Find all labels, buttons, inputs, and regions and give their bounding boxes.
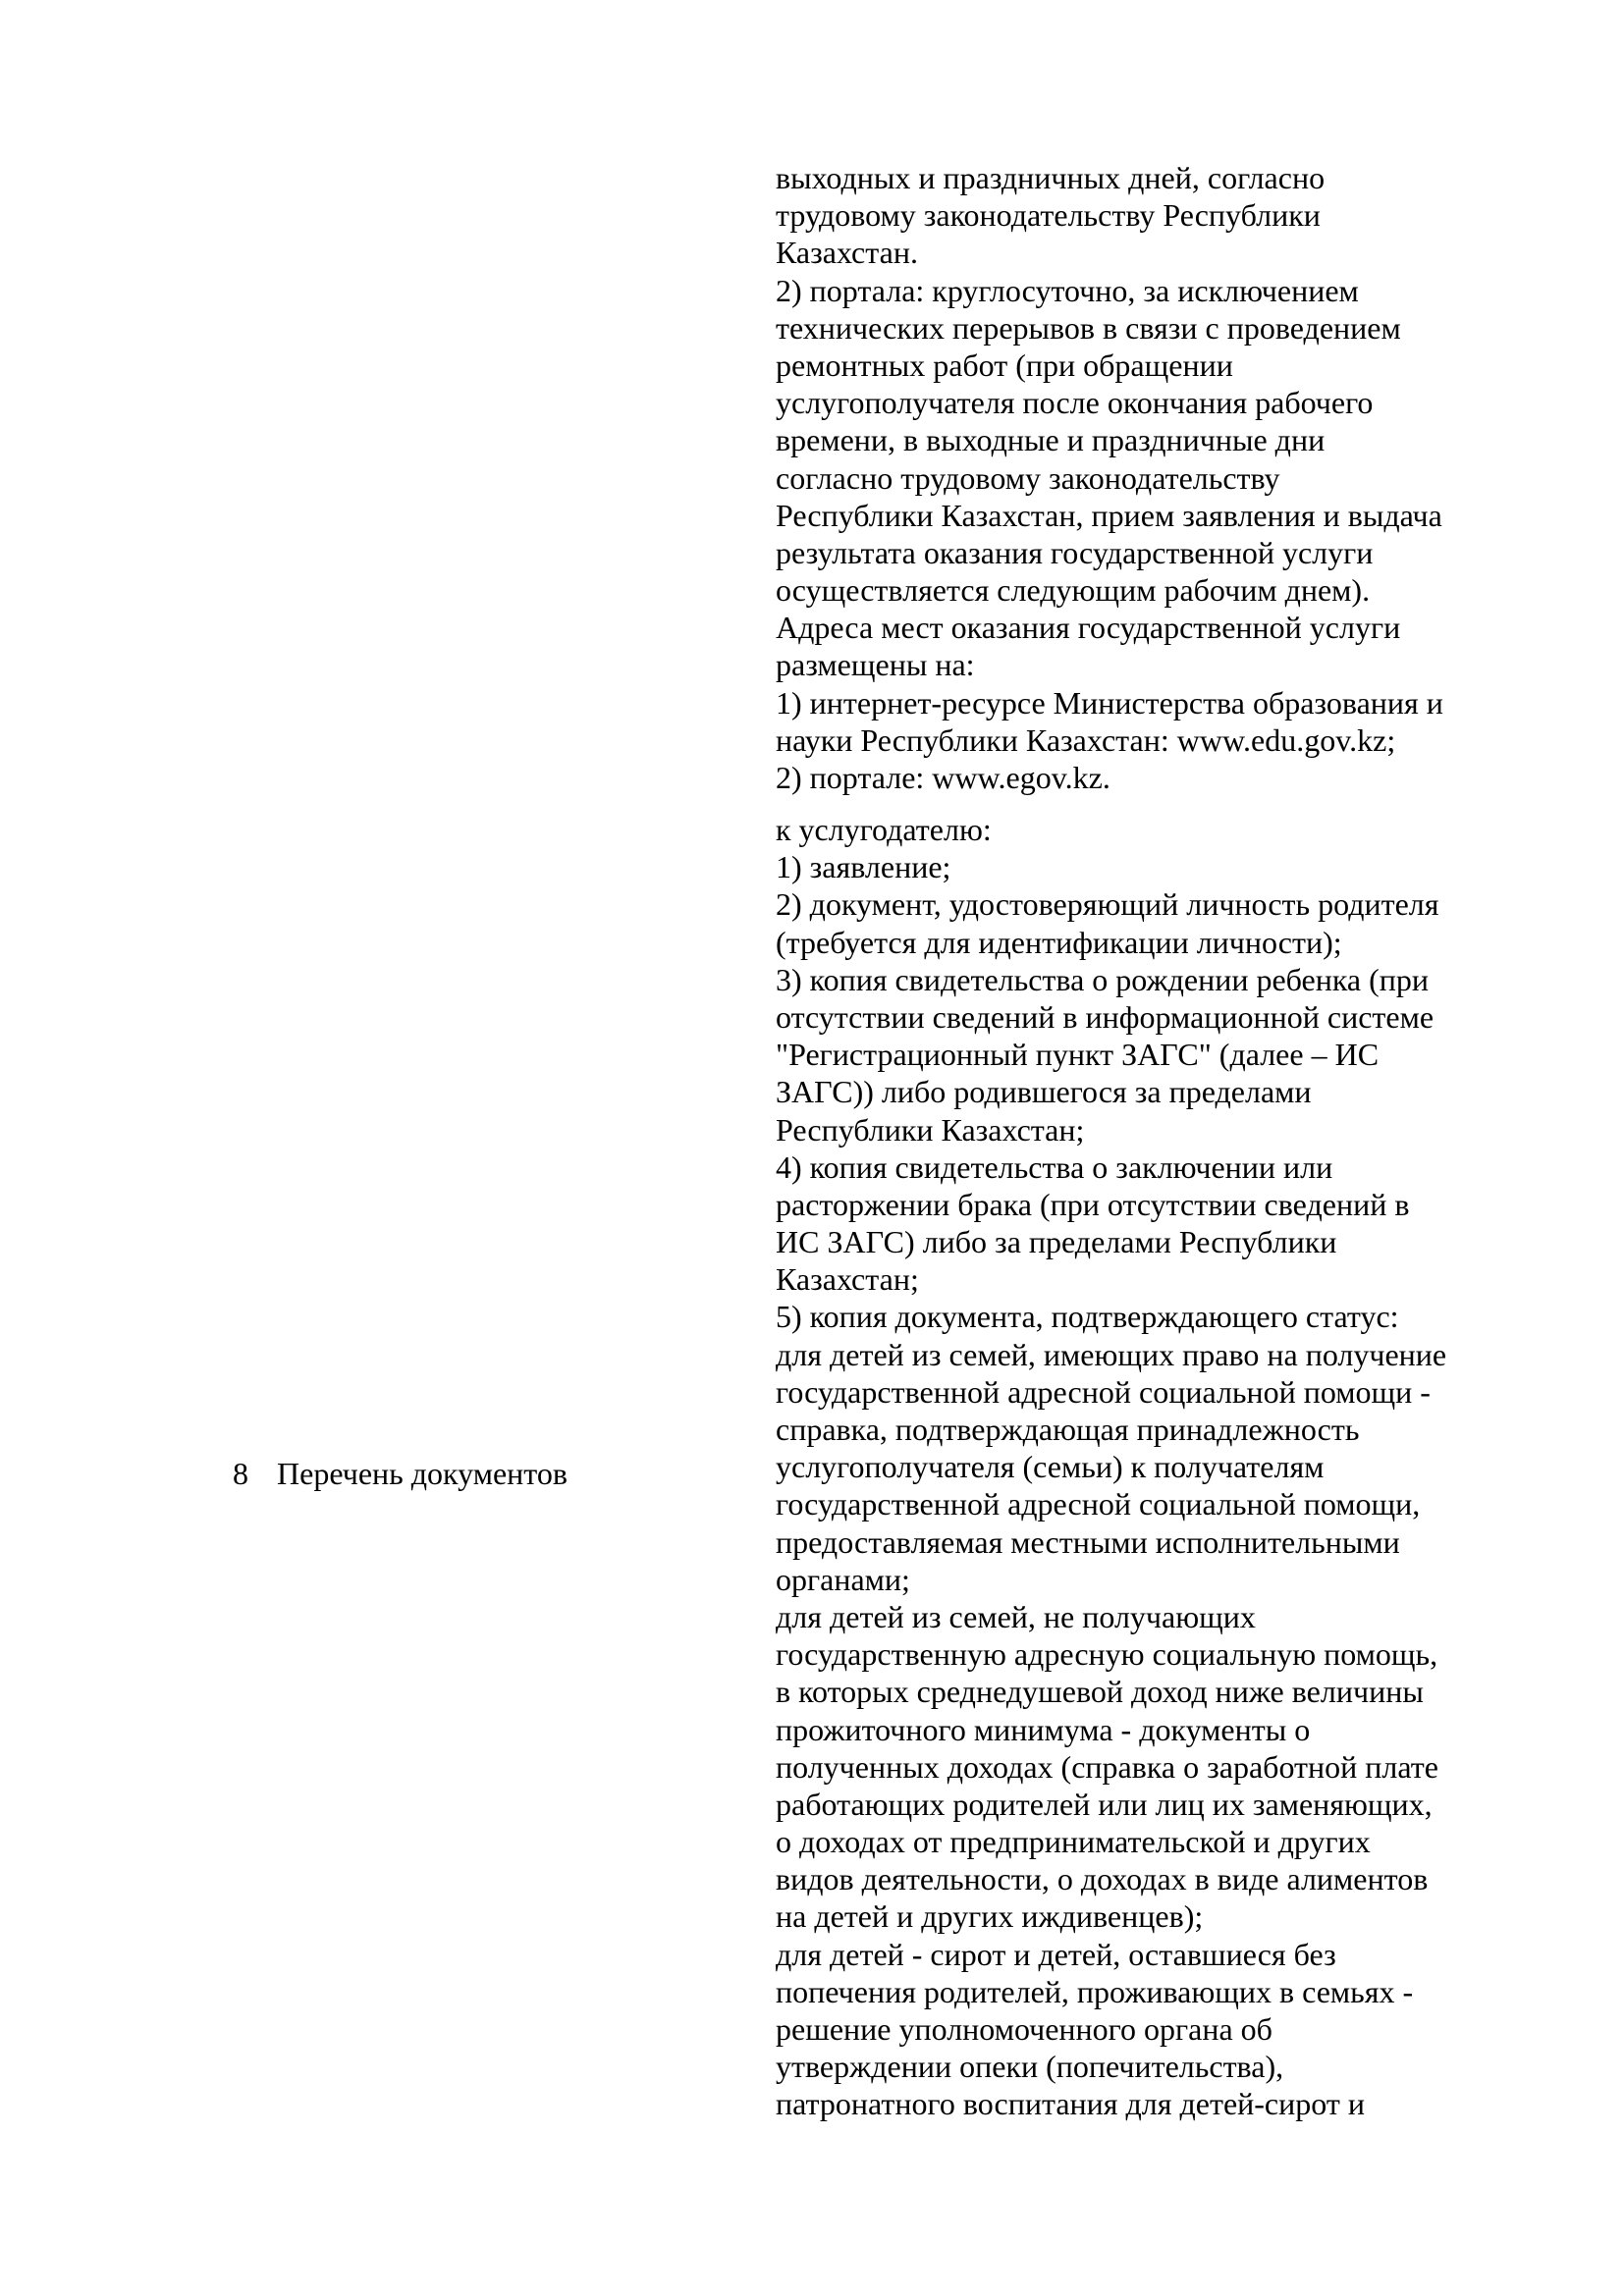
text-line: выходных и праздничных дней, согласно xyxy=(776,160,1326,195)
text-line: государственной адресной социальной помощи, xyxy=(776,1486,1421,1522)
text-line: для детей - сирот и детей, оставшиеся без xyxy=(776,1936,1336,1972)
text-line: работающих родителей или лиц их заменяющих, xyxy=(776,1786,1433,1822)
text-line: 1) заявление; xyxy=(776,849,951,885)
text-line: "Регистрационный пункт ЗАГС" (далее – ИС xyxy=(776,1037,1380,1073)
text-line: Республики Казахстан, прием заявления и выдача xyxy=(776,497,1442,533)
text-line: ремонтных работ (при обращении xyxy=(776,347,1233,383)
text-line: технических перерывов в связи с проведением xyxy=(776,309,1401,346)
text-line: Казахстан. xyxy=(776,235,918,271)
text-line: к услугодателю: xyxy=(776,812,992,847)
text-line: 2) документ, удостоверяющий личность родителя xyxy=(776,886,1439,923)
text-line: 4) копия свидетельства о заключении или xyxy=(776,1148,1333,1185)
schedule-text-continuation xyxy=(776,159,1443,796)
text-line: размещены на: xyxy=(776,647,975,683)
text-line: органами; xyxy=(776,1561,910,1597)
text-line: о доходах от предпринимательской и других xyxy=(776,1824,1371,1860)
text-line: услугополучателя (семьи) к получателям xyxy=(776,1449,1325,1485)
text-line: 3) копия свидетельства о рождении ребенка (при xyxy=(776,961,1430,997)
text-line: 2) портала: круглосуточно, за исключением xyxy=(776,272,1359,308)
text-line: в которых среднедушевой доход ниже величины xyxy=(776,1674,1424,1710)
text-line: предоставляемая местными исполнительными xyxy=(776,1523,1400,1560)
text-line: для детей из семей, имеющих право на получение xyxy=(776,1336,1447,1372)
text-line: утверждении опеки (попечительства), xyxy=(776,2049,1284,2085)
text-line: отсутствии сведений в информационной системе xyxy=(776,998,1435,1035)
row-label: Перечень документов xyxy=(277,1456,568,1491)
text-line: прожиточного минимума - документы о xyxy=(776,1711,1311,1747)
text-line: науки Республики Казахстан: www.edu.gov.kz; xyxy=(776,721,1396,758)
text-line: согласно трудовому законодательству xyxy=(776,459,1280,496)
text-line: государственной адресной социальной помощи - xyxy=(776,1373,1431,1410)
text-line: Республики Казахстан; xyxy=(776,1111,1085,1148)
text-line: времени, в выходные и праздничные дни xyxy=(776,422,1326,458)
text-line: 5) копия документа, подтверждающего статус: xyxy=(776,1299,1399,1335)
text-line: Казахстан; xyxy=(776,1261,919,1298)
row-number: 8 xyxy=(233,1456,248,1491)
text-line: услугополучателя после окончания рабочего xyxy=(776,385,1374,421)
text-line: осуществляется следующим рабочим днем). xyxy=(776,572,1371,609)
text-line: патронатного воспитания для детей-сирот и xyxy=(776,2086,1365,2122)
text-line: (требуется для идентификации личности); xyxy=(776,924,1342,960)
text-line: результата оказания государственной услуги xyxy=(776,534,1374,570)
text-line: трудовому законодательству Республики xyxy=(776,197,1321,234)
text-line: видов деятельности, о доходах в виде алиментов xyxy=(776,1861,1429,1897)
text-line: решение уполномоченного органа об xyxy=(776,2011,1272,2047)
text-line: для детей из семей, не получающих xyxy=(776,1598,1256,1634)
text-line: 2) портале: www.egov.kz. xyxy=(776,760,1110,795)
text-line: справка, подтверждающая принадлежность xyxy=(776,1412,1360,1447)
text-line: Адреса мест оказания государственной услуги xyxy=(776,610,1401,646)
text-line: государственную адресную социальную помощь, xyxy=(776,1636,1438,1673)
text-line: ИС ЗАГС) либо за пределами Республики xyxy=(776,1224,1337,1260)
text-line: полученных доходах (справка о заработной плате xyxy=(776,1748,1438,1785)
text-line: попечения родителей, проживающих в семьях - xyxy=(776,1973,1414,2009)
text-line: на детей и других иждивенцев); xyxy=(776,1898,1204,1935)
text-line: ЗАГС)) либо родившегося за пределами xyxy=(776,1074,1312,1110)
documents-list xyxy=(776,811,1446,2123)
text-line: расторжении брака (при отсутствии сведений в xyxy=(776,1186,1410,1222)
text-line: 1) интернет-ресурсе Министерства образования и xyxy=(776,684,1443,721)
